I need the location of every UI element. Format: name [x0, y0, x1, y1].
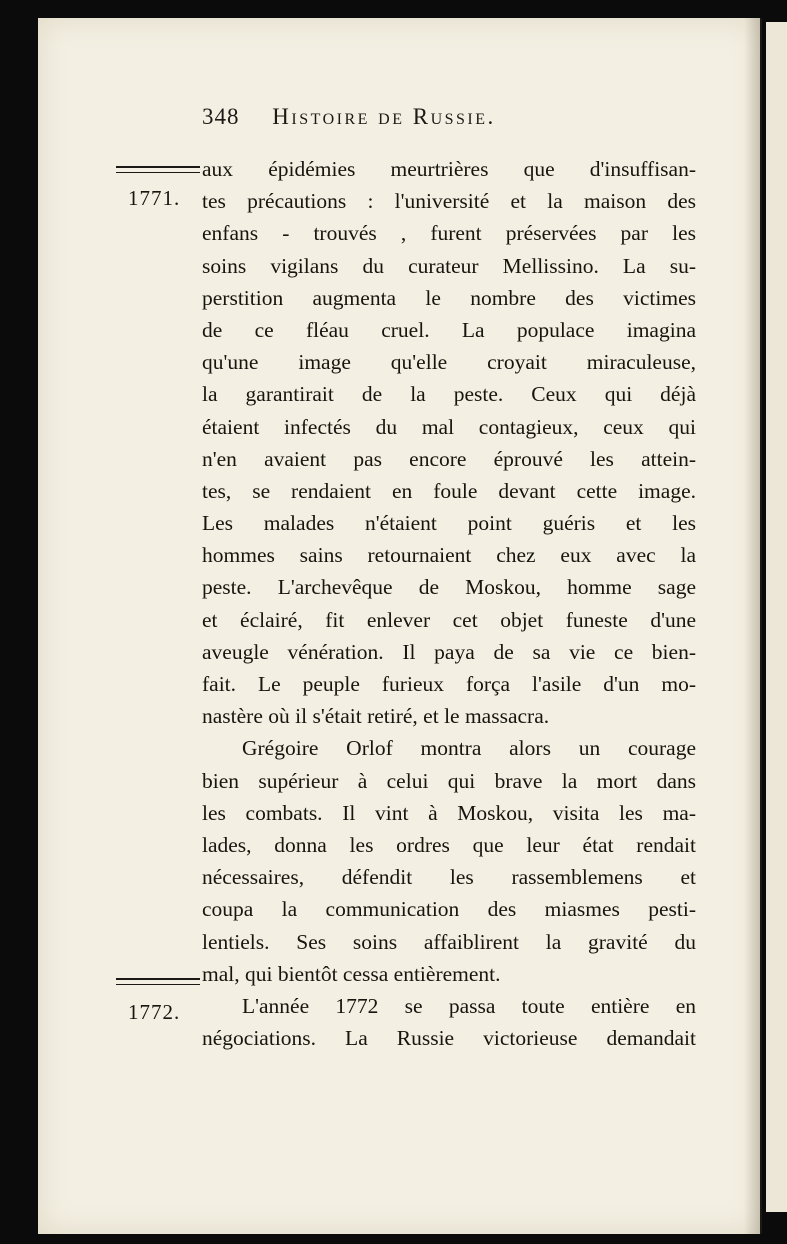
text-line: fait. Le peuple furieux força l'asile d'un mo-	[202, 672, 696, 696]
text-line: hommes sains retournaient chez eux avec la	[202, 543, 696, 568]
text-line: qu'une image qu'elle croyait miraculeuse,	[202, 350, 696, 375]
text-line: lentiels. Ses soins affaiblirent la gravité du	[202, 929, 696, 954]
text-line: tes, se rendaient en foule devant cette image.	[202, 478, 696, 503]
text-line: tes précautions : l'université et la maison des	[202, 189, 696, 214]
text-line: lades, donna les ordres que leur état rendait	[202, 832, 696, 857]
text-line: négociations. La Russie victorieuse demandait	[202, 1026, 696, 1051]
text-line: Les malades n'étaient point guéris et les	[202, 511, 696, 536]
text-line: L'année 1772 se passa toute entière en	[242, 993, 696, 1018]
facing-page-edge	[766, 22, 787, 1212]
text-line: soins vigilans du curateur Mellissino. La su-	[202, 253, 696, 278]
text-line: étaient infectés du mal contagieux, ceux qui	[202, 414, 696, 439]
text-line: Grégoire Orlof montra alors un courage	[242, 736, 696, 761]
text-line: enfans - trouvés , furent préservées par les	[202, 221, 696, 246]
text-line: aveugle vénération. Il paya de sa vie ce bien-	[202, 639, 696, 664]
running-head	[202, 104, 496, 130]
margin-year-1771: 1771.	[128, 186, 181, 210]
page-gutter-shadow	[744, 18, 762, 1234]
margin-year-1772: 1772.	[128, 1000, 181, 1024]
text-line: perstition augmenta le nombre des victimes	[202, 285, 696, 310]
text-line: aux épidémies meurtrières que d'insuffisan-	[202, 157, 696, 181]
text-line: et éclairé, fit enlever cet objet funeste d'une	[202, 607, 696, 632]
text-line: bien supérieur à celui qui brave la mort dans	[202, 768, 696, 793]
margin-rule-bottom	[116, 978, 200, 985]
text-line: la garantirait de la peste. Ceux qui déjà	[202, 382, 696, 407]
page-number: 348	[202, 104, 240, 129]
running-title: Histoire de Russie.	[272, 104, 496, 129]
text-line: mal, qui bientôt cessa entièrement.	[202, 961, 501, 986]
text-line: n'en avaient pas encore éprouvé les attein-	[202, 446, 696, 471]
text-line: coupa la communication des miasmes pesti-	[202, 897, 696, 922]
text-line: nécessaires, défendit les rassemblemens et	[202, 865, 696, 890]
text-line: de ce fléau cruel. La populace imagina	[202, 317, 696, 342]
text-line: les combats. Il vint à Moskou, visita les ma-	[202, 800, 696, 825]
margin-rule-top	[116, 166, 200, 173]
text-line: peste. L'archevêque de Moskou, homme sage	[202, 575, 696, 600]
text-line: nastère où il s'était retiré, et le massacra.	[202, 704, 550, 729]
body-text	[202, 153, 696, 1054]
